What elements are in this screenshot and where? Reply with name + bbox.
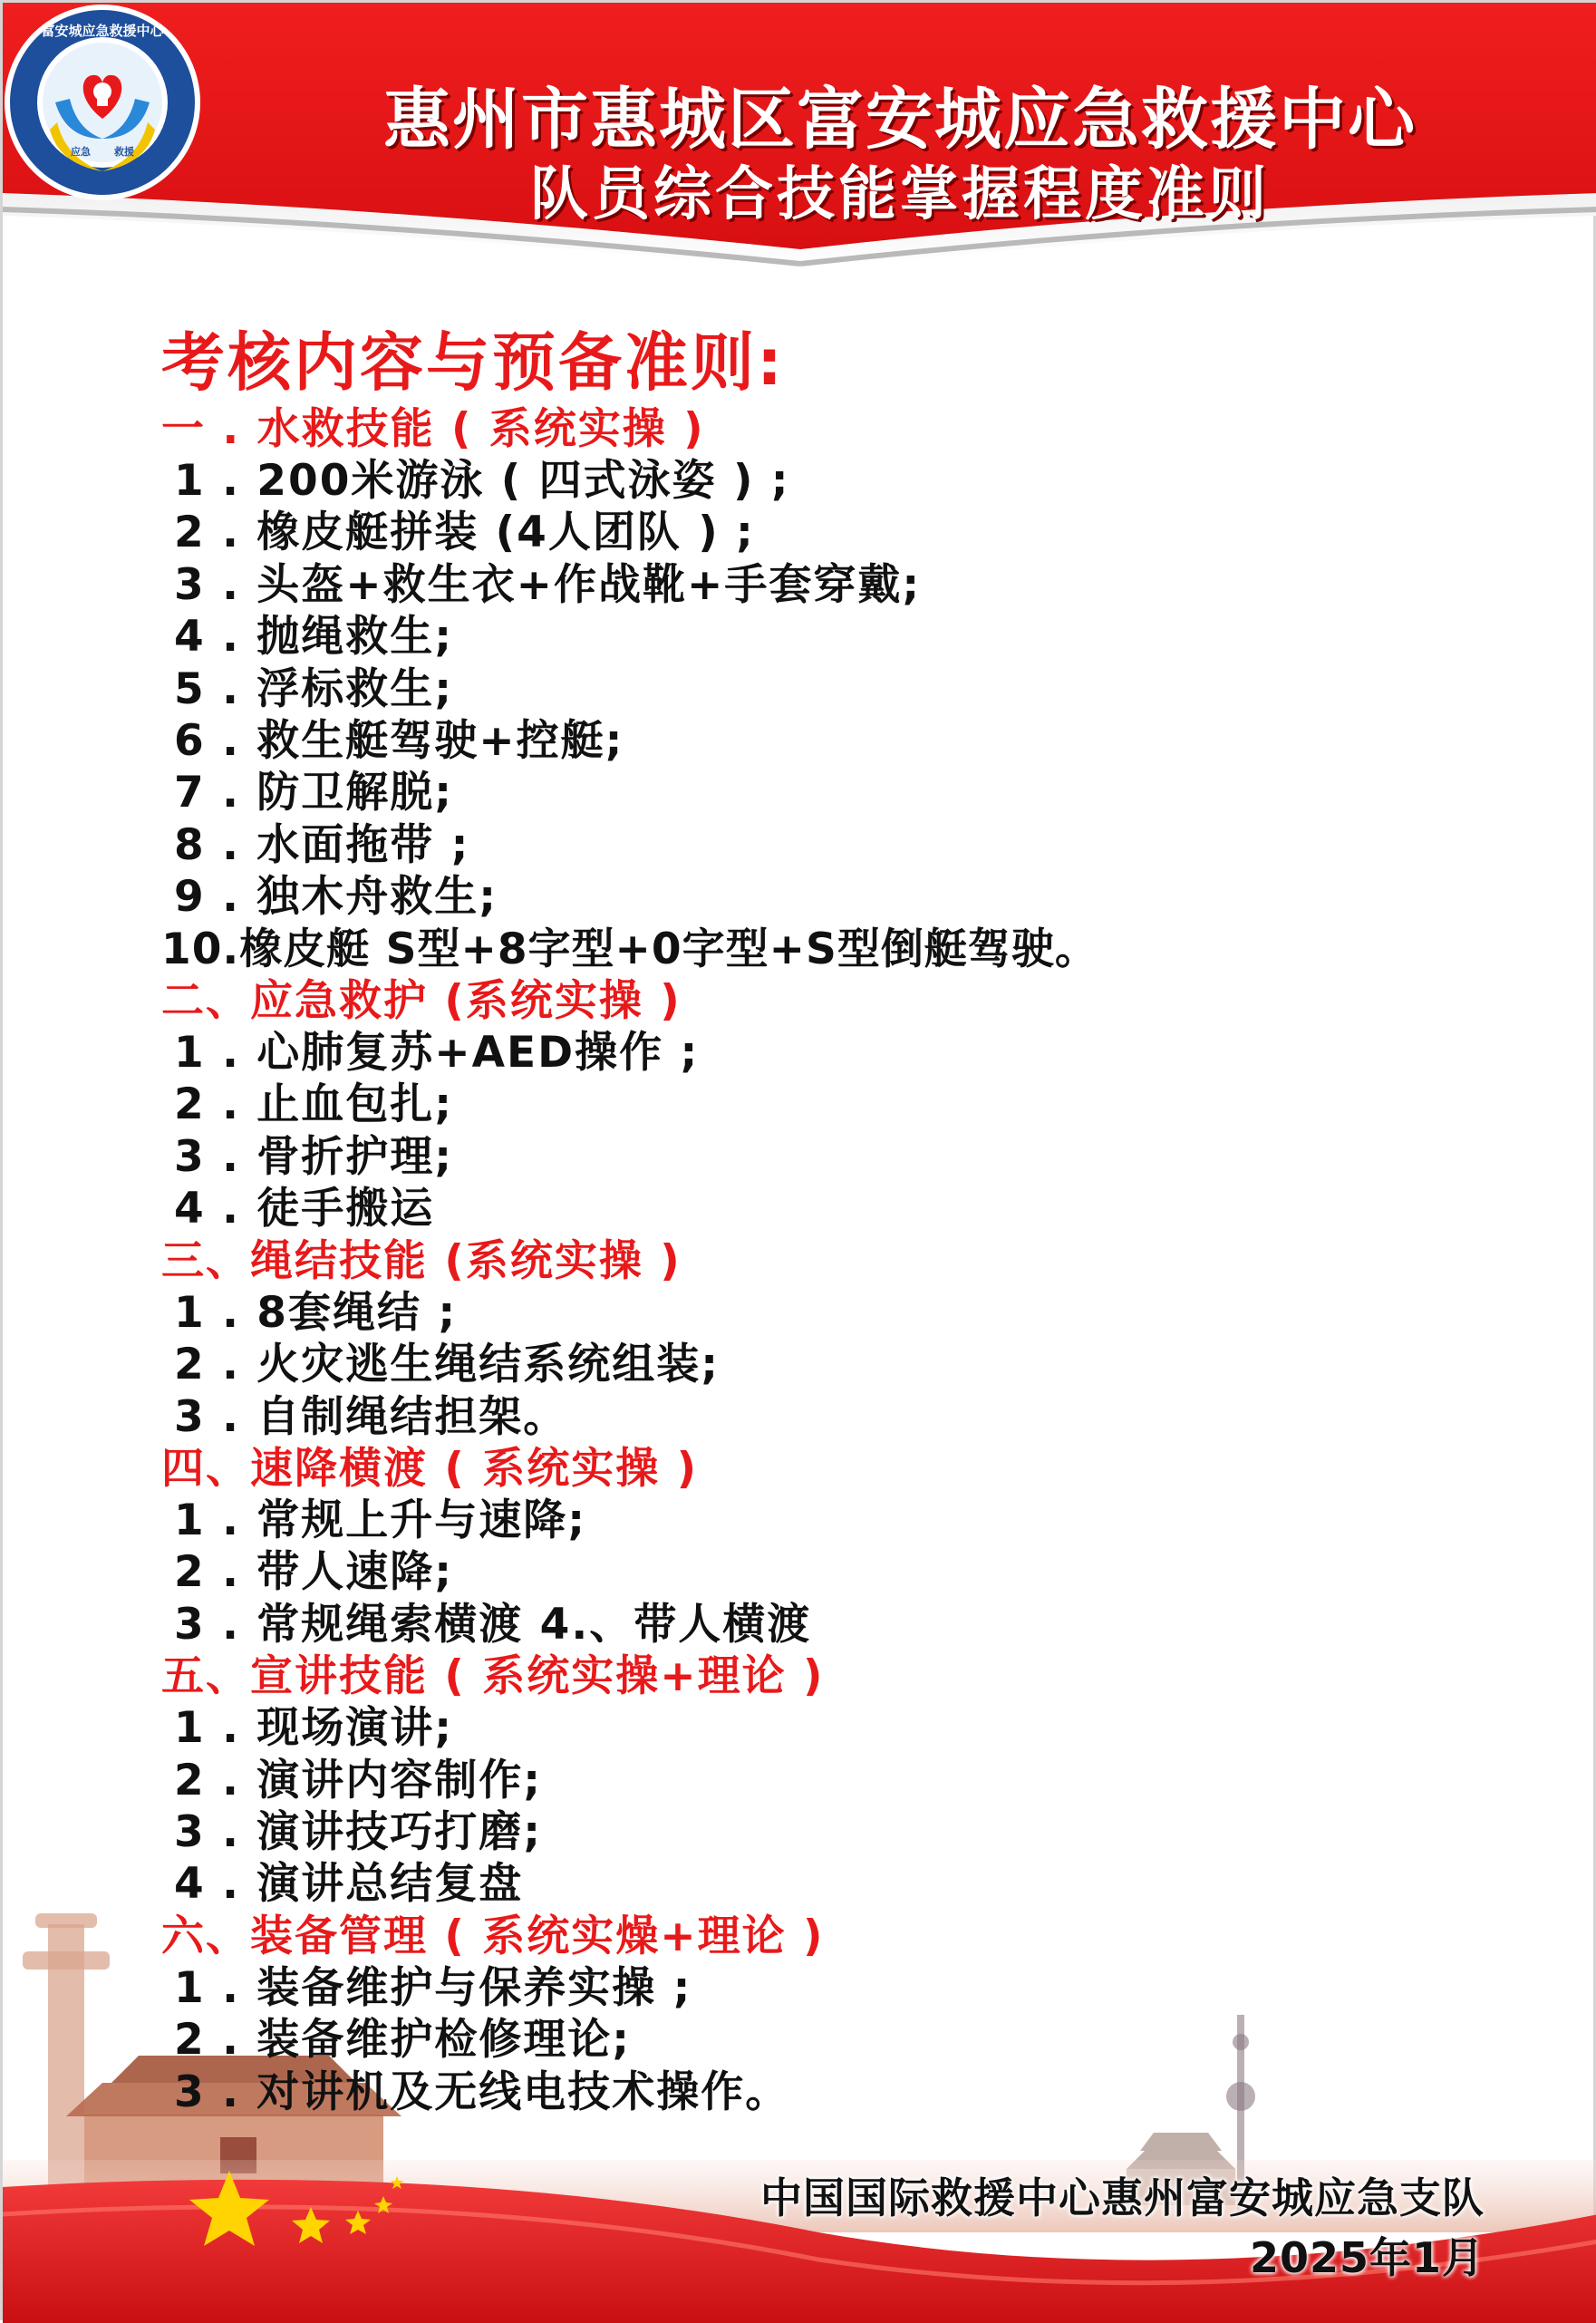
section-title-rappel-traverse: 四、速降横渡 ( 系统实操 ) (161, 1443, 699, 1494)
list-item: 2 . 装备维护检修理论; (174, 2015, 632, 2066)
list-item: 2 . 演讲内容制作; (174, 1755, 543, 1805)
list-item: 2 . 止血包扎; (174, 1079, 454, 1130)
list-item: 3 . 头盔+救生衣+作战靴+手套穿戴; (174, 559, 922, 610)
section-title-first-aid: 二、应急救护 (系统实操 ) (161, 976, 682, 1027)
main-heading: 考核内容与预备准则: (161, 325, 785, 400)
svg-text:富安城应急救援中心: 富安城应急救援中心 (41, 23, 164, 39)
list-item: 2 . 火灾逃生绳结系统组装; (174, 1340, 721, 1390)
footer-date: 2025年1月 (1249, 2233, 1485, 2282)
list-item: 10.橡皮艇 S型+8字型+0字型+S型倒艇驾驶。 (161, 924, 1098, 974)
list-item: 3 . 自制绳结担架。 (174, 1391, 568, 1442)
section-title-knots: 三、绳结技能 (系统实操 ) (161, 1235, 682, 1286)
list-item: 3 . 骨折护理; (174, 1131, 454, 1182)
list-item: 4 . 抛绳救生; (174, 612, 454, 663)
list-item: 6 . 救生艇驾驶+控艇; (174, 716, 624, 767)
footer-organization: 中国国际救援中心惠州富安城应急支队 (760, 2173, 1485, 2222)
list-item: 7 . 防卫解脱; (174, 768, 454, 818)
list-item: 1 . 装备维护与保养实操 ; (174, 1962, 692, 2013)
svg-text:应急: 应急 (71, 146, 91, 158)
list-item: 5 . 浮标救生; (174, 663, 454, 714)
header-banner (3, 3, 1596, 284)
criteria-content (161, 322, 1521, 2118)
list-item: 9 . 独木舟救生; (174, 872, 498, 923)
list-item: 2 . 橡皮艇拼装 (4人团队 ) ; (174, 508, 755, 558)
list-item: 3 . 演讲技巧打磨; (174, 1806, 543, 1857)
list-item: 4 . 徒手搬运 (174, 1184, 435, 1234)
section-title-presentation: 五、宣讲技能 ( 系统实操+理论 ) (161, 1651, 825, 1702)
list-item: 1 . 现场演讲; (174, 1703, 454, 1754)
list-item: 3 . 常规绳索横渡 4.、带人横渡 (174, 1599, 812, 1650)
section-title-water-rescue: 一 . 水救技能 ( 系统实操 ) (161, 404, 705, 454)
svg-text:救援: 救援 (114, 146, 134, 158)
list-item: 1 . 常规上升与速降; (174, 1495, 587, 1545)
list-item: 8 . 水面拖带 ; (174, 819, 470, 870)
list-item: 1 . 200米游泳 ( 四式泳姿 ) ; (174, 456, 790, 506)
rescue-center-emblem-icon (3, 3, 202, 202)
poster-subtitle: 队员综合技能掌握程度准则 (530, 161, 1270, 228)
section-title-equipment: 六、装备管理 ( 系统实燥+理论 ) (161, 1911, 825, 1961)
list-item: 4 . 演讲总结复盘 (174, 1859, 524, 1910)
list-item: 1 . 8套绳结 ; (174, 1287, 458, 1338)
list-item: 3 . 对讲机及无线电技术操作。 (174, 2067, 790, 2117)
list-item: 2 . 带人速降; (174, 1547, 454, 1598)
poster-title: 惠州市惠城区富安城应急救援中心 (383, 81, 1417, 159)
list-item: 1 . 心肺复苏+AED操作 ; (174, 1028, 700, 1079)
